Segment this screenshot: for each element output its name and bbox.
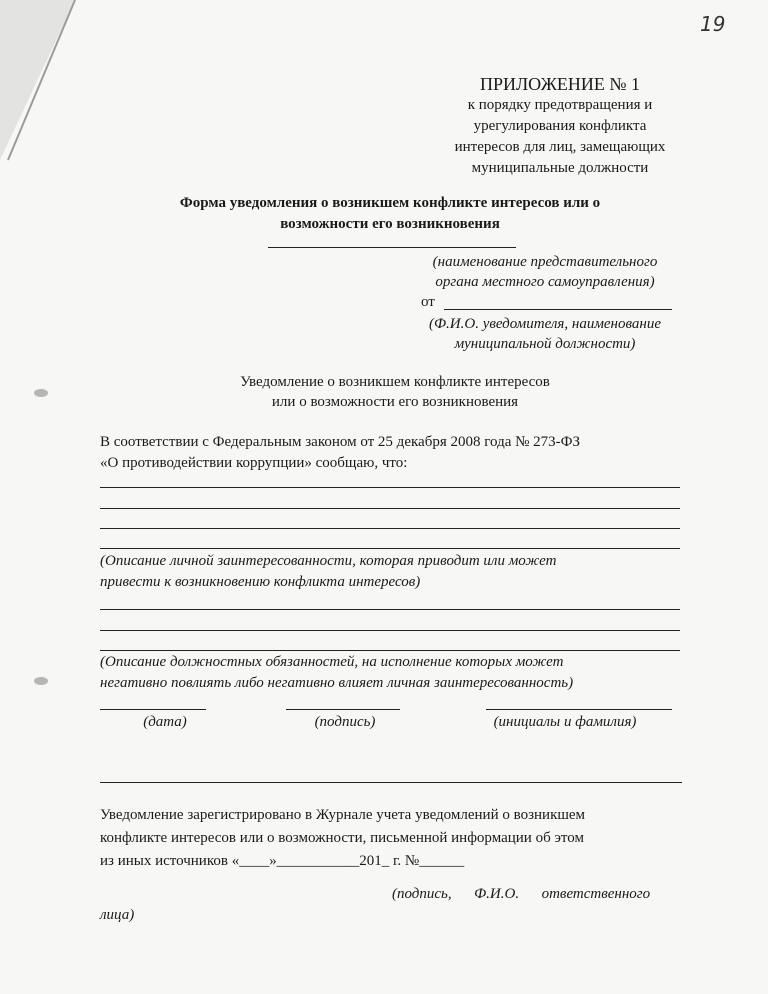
duties-blank-line — [100, 650, 680, 651]
registration-line: из иных источников «____»___________201_ г. №______ — [100, 853, 465, 869]
appendix-subtitle — [430, 95, 690, 179]
body-line: В соответствии с Федеральным законом от 25 декабря 2008 года № 273-ФЗ — [100, 434, 581, 450]
form-title-line: Форма уведомления о возникшем конфликте интересов или о — [179, 195, 601, 211]
appendix-line: муниципальные должности — [471, 160, 649, 176]
hint-line: негативно повлиять либо негативно влияет личная заинтересованность) — [100, 675, 574, 691]
appendix-line: к порядку предотвращения и — [467, 97, 653, 113]
notice-title — [180, 372, 610, 412]
addressee-hint — [400, 252, 690, 292]
initials-blank-line — [486, 709, 672, 710]
duties-hint — [100, 652, 573, 694]
duties-blank-line — [100, 609, 680, 610]
sender-hint-line: (Ф.И.О. уведомителя, наименование — [428, 316, 662, 332]
body-text — [100, 432, 580, 474]
description-blank-line — [100, 528, 680, 529]
sender-hint — [395, 314, 695, 354]
date-blank-line — [100, 709, 206, 710]
appendix-line: интересов для лиц, замещающих — [454, 139, 666, 155]
responsible-signature-hint: (подпись, Ф.И.О. ответственного — [392, 886, 651, 902]
responsible-person-hint: лица) — [100, 907, 135, 923]
from-blank-line — [444, 309, 672, 310]
addressee-hint-line: органа местного самоуправления) — [435, 274, 655, 290]
addressee-blank-line — [268, 247, 516, 248]
initials-label: (инициалы и фамилия) — [493, 714, 637, 730]
hint-line: привести к возникновению конфликта интересов) — [100, 574, 421, 590]
separator-line — [100, 782, 682, 783]
hint-line: (Описание должностных обязанностей, на исполнение которых может — [100, 654, 564, 670]
page-number: 19 — [700, 12, 726, 36]
addressee-hint-line: (наименование представительного — [432, 254, 658, 270]
description-blank-line — [100, 508, 680, 509]
registration-text — [100, 804, 585, 873]
hint-line: (Описание личной заинтересованности, которая приводит или может — [100, 553, 557, 569]
notice-title-line: Уведомление о возникшем конфликте интересов — [240, 374, 550, 390]
scan-corner-shadow — [0, 0, 80, 170]
punch-hole-mark — [34, 389, 48, 397]
personal-interest-hint — [100, 551, 556, 593]
appendix-title: ПРИЛОЖЕНИЕ № 1 — [479, 74, 641, 94]
description-blank-line — [100, 548, 680, 549]
body-line: «О противодействии коррупции» сообщаю, что: — [100, 455, 408, 471]
description-blank-line — [100, 487, 680, 488]
registration-line: Уведомление зарегистрировано в Журнале учета уведомлений о возникшем — [100, 807, 586, 823]
sender-hint-line: муниципальной должности) — [454, 336, 636, 352]
duties-blank-line — [100, 630, 680, 631]
from-label: от — [421, 294, 435, 310]
date-label: (дата) — [143, 714, 187, 730]
signature-blank-line — [286, 709, 400, 710]
notice-title-line: или о возможности его возникновения — [271, 394, 519, 410]
form-title-line: возможности его возникновения — [280, 216, 500, 232]
signature-label: (подпись) — [314, 714, 376, 730]
form-title — [80, 193, 700, 235]
punch-hole-mark — [34, 677, 48, 685]
appendix-line: урегулирования конфликта — [473, 118, 647, 134]
registration-line: конфликте интересов или о возможности, письменной информации об этом — [100, 830, 584, 846]
